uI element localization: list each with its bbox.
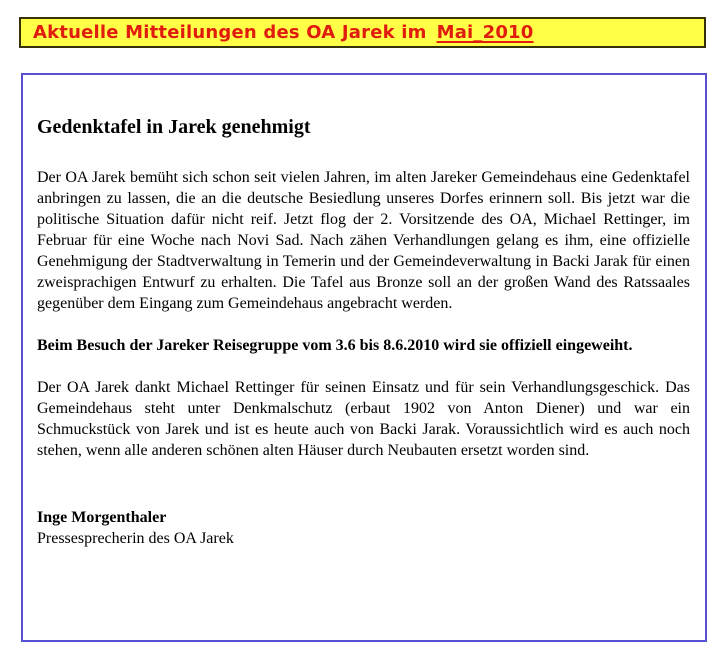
banner-period-underlined: Mai_2010 bbox=[436, 22, 534, 43]
signature-block bbox=[37, 507, 690, 549]
newsletter-banner bbox=[19, 17, 706, 48]
banner-title: Aktuelle Mitteilungen des OA Jarek im bbox=[33, 22, 427, 43]
article-box bbox=[21, 73, 707, 642]
signature-name: Inge Morgenthaler bbox=[37, 509, 167, 526]
article-paragraph-1: Der OA Jarek bemüht sich schon seit vielen Jahren, im alten Jareker Gemeindehaus eine Gedenktafel anbringen zu lassen, die an die deutsche Besiedlung unseres Dorfes erinnern soll. Bis jetzt war die politische Situation dafür nicht reif. Jetzt flog der 2. Vorsitzende des OA, Michael Rettinger, im Februar für eine Woche nach Novi Sad. Nach zähen Verhandlungen gelang es ihm, eine offizielle Genehmigung der Stadtverwaltung in Temerin und der Gemeindeverwaltung in Backi Jarak für einen zweisprachigen Entwurf zu erhalten. Die Tafel aus Bronze soll an der großen Wand des Ratssaales gegenüber dem Eingang zum Gemeindehaus angebracht werden. bbox=[37, 169, 690, 312]
article-paragraph-2-bold: Beim Besuch der Jareker Reisegruppe vom 3.6 bis 8.6.2010 wird sie offiziell eingeweiht. bbox=[37, 337, 633, 354]
signature-role: Pressesprecherin des OA Jarek bbox=[37, 530, 234, 547]
article-paragraph-3: Der OA Jarek dankt Michael Rettinger für seinen Einsatz und für sein Verhandlungsgeschick. Das Gemeindehaus steht unter Denkmalschutz (erbaut 1902 von Anton Diener) und war ein Schmuckstück von Jarek und ist es heute auch von Backi Jarak. Voraussichtlich wird es auch noch stehen, wenn alle anderen schönen alten Häuser durch Neubauten ersetzt worden sind. bbox=[37, 379, 690, 459]
article-heading: Gedenktafel in Jarek genehmigt bbox=[37, 116, 311, 138]
